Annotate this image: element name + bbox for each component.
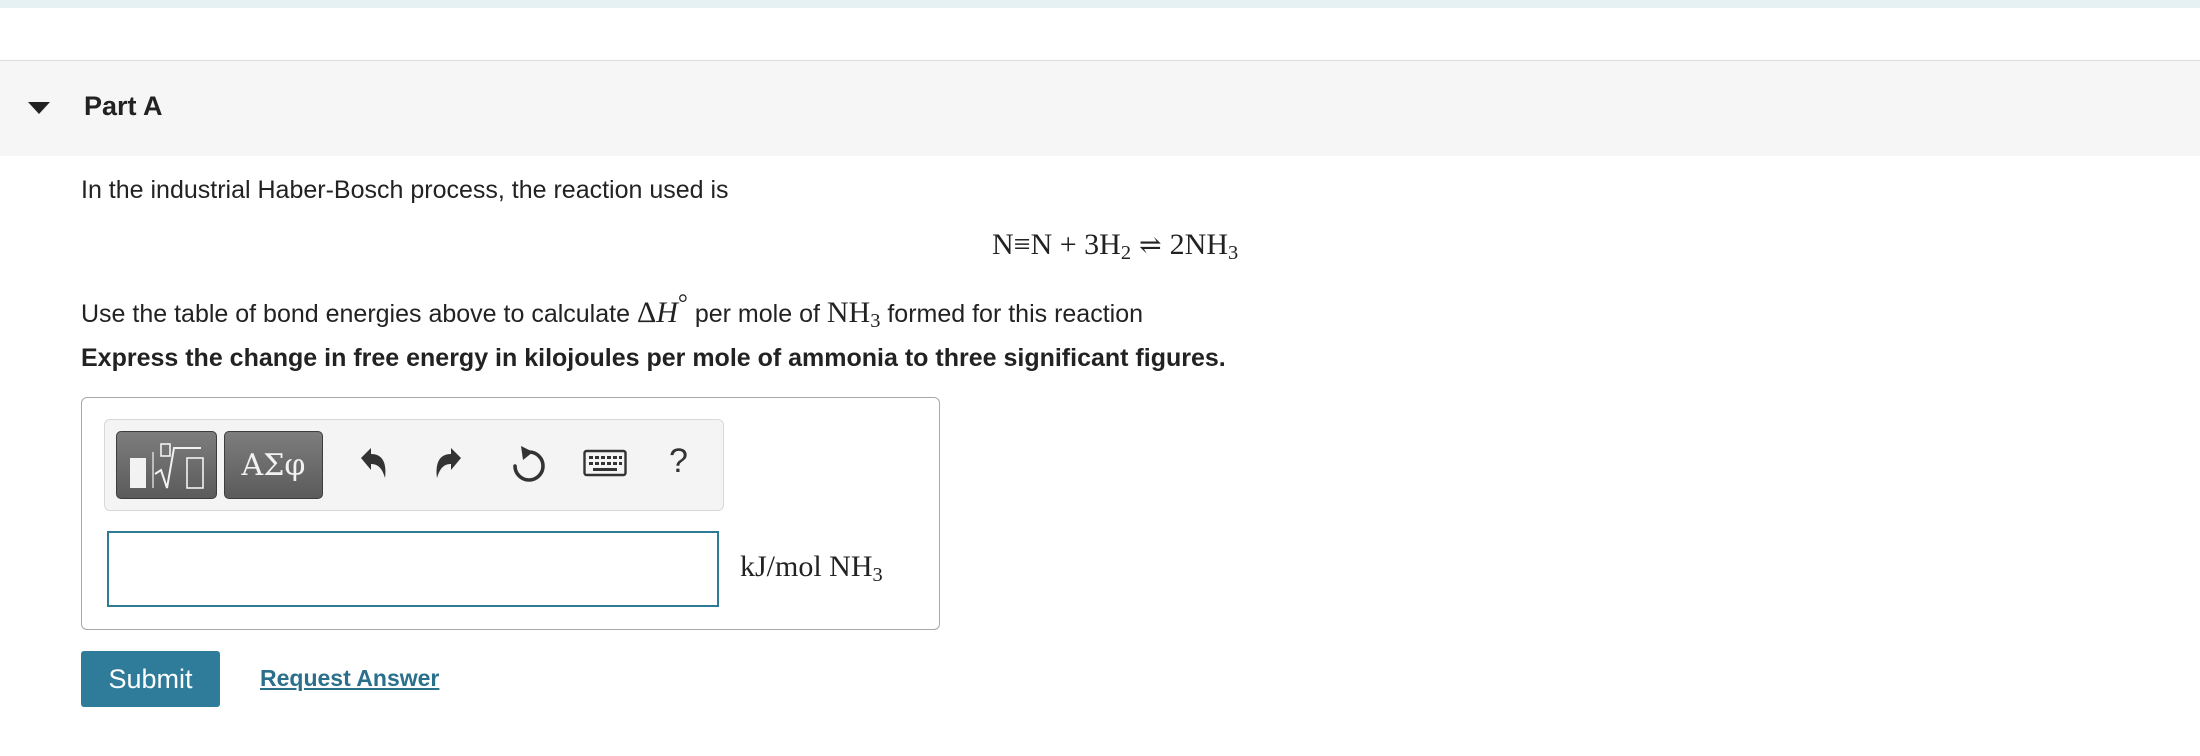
equation-left: N≡N + 3H <box>992 228 1121 261</box>
unit-text: kJ/mol NH <box>740 550 873 583</box>
symbols-label: ΑΣφ <box>241 448 306 483</box>
question-instruction <box>81 290 1143 333</box>
instruction-middle: per mole of <box>687 300 827 328</box>
question-intro: In the industrial Haber-Bosch process, the reaction used is <box>81 176 729 204</box>
species-subscript: 3 <box>870 310 881 333</box>
unit-subscript: 3 <box>872 564 883 587</box>
degree-symbol: ° <box>677 290 688 317</box>
top-strip <box>0 0 2200 8</box>
delta-symbol: Δ <box>636 296 657 329</box>
equation-right-subscript: 3 <box>1228 242 1239 265</box>
math-toolbar <box>104 419 724 511</box>
delta-h-symbol <box>636 290 688 329</box>
equation-right: 2NH <box>1169 228 1229 261</box>
species-formula <box>826 296 881 333</box>
help-button[interactable]: ? <box>669 442 688 480</box>
answer-area <box>81 397 940 630</box>
submit-button[interactable]: Submit <box>81 651 220 707</box>
symbols-button[interactable] <box>224 431 323 499</box>
part-header[interactable] <box>0 60 2200 156</box>
equilibrium-arrow: ⇌ <box>1139 230 1162 260</box>
instruction-prefix: Use the table of bond energies above to calculate <box>81 300 637 328</box>
keyboard-icon[interactable] <box>583 448 627 478</box>
instruction-suffix: formed for this reaction <box>880 300 1144 328</box>
request-answer-link[interactable]: Request Answer <box>260 665 440 691</box>
equation-left-subscript: 2 <box>1120 242 1132 265</box>
answer-input[interactable] <box>107 531 719 607</box>
redo-icon[interactable] <box>431 444 467 484</box>
templates-icon <box>117 432 218 500</box>
reaction-equation <box>992 228 1238 265</box>
h-symbol: H <box>656 296 678 329</box>
undo-icon[interactable] <box>355 444 391 484</box>
reset-icon[interactable] <box>507 444 547 486</box>
species-name: NH <box>826 296 871 329</box>
caret-down-icon[interactable] <box>28 102 50 114</box>
templates-button[interactable] <box>116 431 217 499</box>
unit-label <box>740 550 883 587</box>
part-title: Part A <box>84 91 163 121</box>
answer-format-instruction: Express the change in free energy in kilojoules per mole of ammonia to three significant figures. <box>81 344 1226 372</box>
